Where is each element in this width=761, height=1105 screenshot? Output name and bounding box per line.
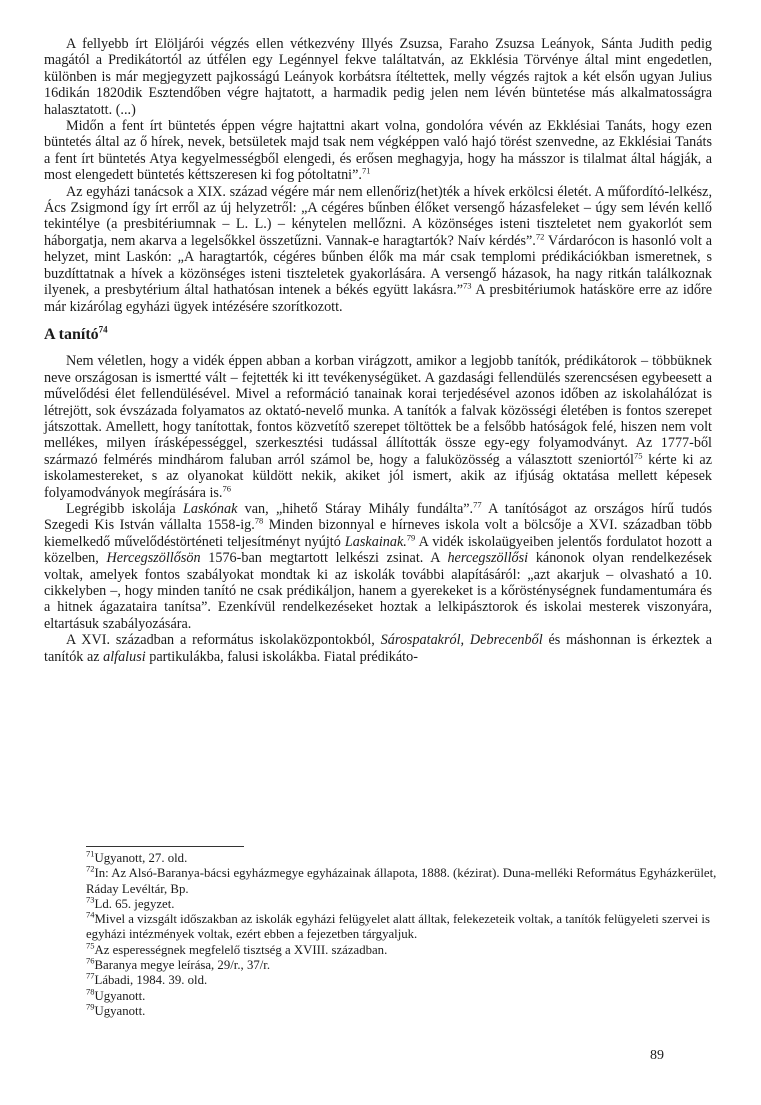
body-text: [44, 36, 712, 665]
footnote: $^{78}$Ugyanott.: [86, 986, 146, 1003]
footnote-ref-72: 72: [535, 231, 545, 242]
footnote: $^{72}$In: Az Alsó-Baranya-bácsi egyházmegye egyházainak állapota, 1888. (kézirat). Duna-melléki Református Egyházkerület, Ráday Levéltár, Bp.: [86, 864, 717, 896]
footnote: $^{79}$Ugyanott.: [86, 1001, 146, 1018]
footnote: $^{71}$Ugyanott, 27. old.: [86, 848, 188, 865]
footnote-ref-74: 74: [98, 324, 108, 335]
footnote-ref-73: 73: [463, 280, 472, 291]
paragraph-teachers: Nem véletlen, hogy a vidék éppen abban a korban virágzott, amikor a legjobb tanítók, prédikátorok – többüknek neve országosan is ismertté vált – fejtették ki itt tevékenységüket. A gazdasági fellendülés szerencsésen egybeesett a művelődési élet fellendülésével. Mivel a reformáció tanainak korai terjedésével azonos időben az iskolahálózat is létrejött, sok évszázada folyamatos az oktató-nevelő munka. A tanítók a falvak közösségi életében is fontos szerepet játszottak. Amellett, hogy tanítottak, fontos közvetítő szerepet töltöttek be a felsőbb hatóságok felé, hiszen nem volt mellékes, milyen írásképességgel, szerkesztési tudással állították össze egy-egy folyamodványt. Az 1777-ből származó felmérés mindhárom faluban arról számol be, hogy a faluközösség a választott szeniortól$^{75}$ kérte ki az iskolamestereket, s az olyanokat küldött nekik, akiket jól ismert, akik az ifjúság oktatása mellett képesek folyamodványok megírására is.$^{76}$: [44, 353, 712, 501]
footnote-ref-75: 75: [633, 450, 643, 461]
footnote: $^{77}$Lábadi, 1984. 39. old.: [86, 971, 208, 988]
footnote: $^{74}$Mivel a vizsgált időszakban az iskolák egyházi felügyelet alatt álltak, felekezeteik voltak, a tanítók felügyeleti szervei is egyházi intézmények voltak, ezért ebben a fejezetben tárgyaljuk.: [86, 909, 710, 942]
footnote: $^{73}$Ld. 65. jegyzet.: [86, 894, 175, 911]
footnote-ref-71: 71: [361, 165, 371, 176]
footnote-divider: [86, 846, 244, 847]
quote-paragraph-1: A fellyebb írt Elöljárói végzés ellen vétkezvény Illyés Zsuzsa, Faraho Zsuzsa Leányok, Sánta Judith pedig magától a Predikátortól az útfélen egy Legénnyel fekve találtatván, az Ekklésia Törvénye által mint engedetlen, különben is már megjegyzett pajkosságú Leányok korbátsra ítéltettek, melly végzés rajtok a két elsőn ugyan Julius 16dikán 1820dik Esztendőben végre hajtatott, a harmadik pedig jelen nem lévén büntetése más alkalmatosságra halasztatott. (...): [44, 36, 712, 118]
footnotes: [86, 846, 726, 1019]
quote-paragraph-2: Midőn a fent írt büntetés éppen végre hajtattni akart volna, gondolóra vévén az Ekklésiai Tanáts, hogy ezen büntetés által az ő hírek, nevek, betsületek majd tsak nem végképpen való hajó törést szenvedne, az Ekklésiai Tanáts a fent írt büntetés Atya kegyelmességből elengedi, és erősen meghagyja, hogy ha másszor is tilalmat által hágják, a most elengedett büntetés kéttszeresen ki fog pótoltatni”.$^{71}$: [44, 118, 712, 184]
footnote: $^{76}$Baranya megye leírása, 29/r., 37/r.: [86, 955, 271, 973]
footnote-ref-77: 77: [473, 499, 482, 510]
footnote-ref-78: 78: [254, 515, 264, 526]
paragraph-sixteenth-century: A XVI. században a református iskolaközpontokból, Sárospatakról, Debrecenből és máshonnan is érkeztek a tanítók az alfalusi partikulákba, falusi iskolákba. Fiatal prédikáto-: [44, 632, 712, 665]
footnote-ref-76: 76: [222, 482, 231, 493]
paragraph-church-councils: Az egyházi tanácsok a XIX. század végére már nem ellenőriz(het)ték a hívek erkölcsi életét. A műfordító-lelkész, Ács Zsigmond így írt erről az új helyzetről: „A cégéres bűnben élőket versengő házasfeleket – úgy sem lévén kellő tekintélye (a presbitériumnak – L. L.) – kénytelen mellőzni. A közönséges isteni tiszteletet nem gyakorlót sem háborgatja, nem akarva a legelsőkkel összetűzni. Vannak-e haragtartók? Naív kérdés”.$^{72}$ Várdarócon is hasonló volt a helyzet, mint Laskón: „A haragtartók, cégéres bűnben élők ma már csak templomi prédikációkban ismeretnek, s buzdíttatnak a hívek a közönséges isteni tiszteletek gyakorlására. A versengő házasok, ha nagy ritkán találkoznak ilyenek, a presbytérium által hathatósan intenek a békés együtt lakásra.”$^{73}$ A presbitériumok hatásköre erre az időre már kizárólag egyházi ügyek intézésére szorítkozott.: [44, 183, 713, 315]
section-heading: A tanító$^{74}$: [44, 324, 108, 343]
paragraph-oldest-school: Legrégibb iskolája Laskónak van, „hihető Stáray Mihály fundálta”.$^{77}$ A tanítóságot az országos hírű tudós Szegedi Kis István vállalta 1558-ig.$^{78}$ Minden bizonnyal e hírneves iskola volt a bölcsője a XVI. században több kiemelkedő művelődéstörténeti teljesítményt nyújtó Laskainak.$^{79}$ A vidék iskolaügyeiben jelentős fordulatot hozott a közelben, Hercegszöllősön 1576-ban megtartott lelkészi zsinat. A hercegszöllősi kánonok olyan rendelkezések voltak, amelyek fontos szabályokat mondtak ki az iskolák további alapításáról: „azt akarjuk – olvasható a 10. cikkelyben –, hogy minden tanító ne csak prédikáljon, hanem a gyerekeket is a kőrösténységnek fundamentumára és a hitnek ágazataira tanítsa”. Ezenkívül rendelkezéseket hoztak a lelkipásztorok és iskolai mesterek viszonyára, eltartásuk szabályozására.: [44, 499, 712, 632]
footnote: $^{75}$Az esperességnek megfelelő tisztség a XVIII. században.: [86, 940, 388, 957]
page-number: 89: [650, 1048, 664, 1063]
footnote-ref-79: 79: [406, 532, 416, 543]
